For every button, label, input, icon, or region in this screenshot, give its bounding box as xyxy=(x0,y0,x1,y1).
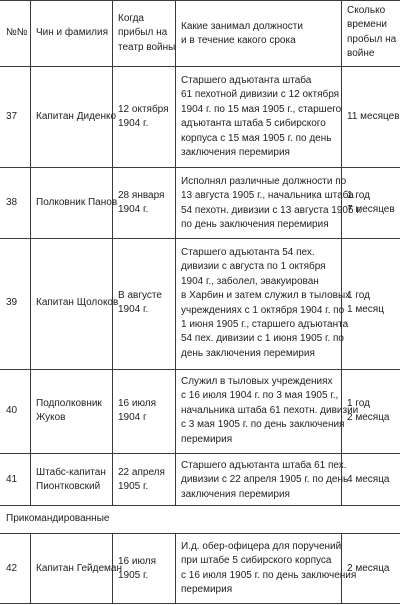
row-positions xyxy=(181,246,350,361)
row-num: 39 xyxy=(6,297,18,308)
row-num: 40 xyxy=(6,405,18,416)
name-line: Жуков xyxy=(36,412,66,424)
date-line: 16 июля xyxy=(118,398,157,409)
row-date xyxy=(118,397,156,426)
name-line: Пионтковский xyxy=(36,481,101,493)
date-line: 28 января xyxy=(118,190,165,201)
row-name xyxy=(36,296,118,310)
row-positions xyxy=(181,175,362,233)
date-line: 1905 г. xyxy=(118,481,149,493)
header-line: прибыл на xyxy=(118,27,168,39)
row-duration xyxy=(347,289,384,318)
positions-line: 54 пех. дивизии с 1 июня 1905 г. по xyxy=(181,333,344,345)
row-name xyxy=(36,562,122,576)
header-duration xyxy=(347,4,396,62)
duration-line: 1 год xyxy=(347,290,370,301)
positions-line: Старшего адъютанта штаба 61 пех. xyxy=(181,460,347,471)
row-rule xyxy=(0,238,400,239)
header-name: Чин и фамилия xyxy=(36,27,109,38)
table-bottom-rule xyxy=(0,603,400,604)
positions-line: заключения перемирия xyxy=(181,488,290,500)
positions-line: 1904 г., заболел, эвакуирован xyxy=(181,275,319,287)
duration-line: 2 месяца xyxy=(347,412,390,424)
positions-line: 61 пехотной дивизии с 12 октября xyxy=(181,89,340,101)
row-date xyxy=(118,555,156,584)
positions-line: по день заключения перемирия xyxy=(181,219,329,231)
positions-line: 54 пехотн. дивизии с 13 августа 1905 г. xyxy=(181,204,362,216)
row-rule xyxy=(0,453,400,454)
row-rule xyxy=(0,505,400,506)
positions-line: Служил в тыловых учреждениях xyxy=(181,376,333,387)
row-name xyxy=(36,466,106,495)
date-line: В августе xyxy=(118,290,162,301)
date-line: 16 июля xyxy=(118,556,157,567)
row-date xyxy=(118,189,164,218)
row-positions xyxy=(181,74,341,160)
row-num: 38 xyxy=(6,197,18,208)
column-rule xyxy=(175,0,176,505)
date-line: 1905 г. xyxy=(118,570,149,582)
duration-line: 4 месяца xyxy=(347,474,390,485)
duration-line: 1 год xyxy=(347,398,370,409)
duration-line: 2 месяца xyxy=(347,563,390,574)
positions-line: при штабе 5 сибирского корпуса xyxy=(181,555,332,567)
positions-line: начальника штаба 61 пехотн. дивизии xyxy=(181,404,359,416)
date-line: 12 октября xyxy=(118,104,169,115)
positions-line: Старшего адъютанта штаба xyxy=(181,75,312,86)
positions-line: с 3 мая 1905 г. по день заключения xyxy=(181,419,345,431)
positions-line: дивизии с 22 апреля 1905 г. по день xyxy=(181,474,349,486)
header-line: времени xyxy=(347,19,387,31)
row-name xyxy=(36,196,117,210)
name-line: Капитан Щолоков xyxy=(36,297,119,308)
row-num: 41 xyxy=(6,474,18,485)
positions-line: 13 августа 1905 г., начальника штаба xyxy=(181,190,354,202)
row-duration xyxy=(347,397,389,426)
row-name xyxy=(36,397,102,426)
header-bottom-rule xyxy=(0,66,400,67)
column-rule xyxy=(30,0,31,505)
table-top-rule xyxy=(0,0,400,1)
positions-line: день заключения перемирия xyxy=(181,347,315,359)
row-date xyxy=(118,289,162,318)
positions-line: адъютанта штаба 5 сибирского xyxy=(181,118,326,130)
row-duration xyxy=(347,110,400,124)
header-date xyxy=(118,12,175,55)
duration-line: 11 месяцев xyxy=(347,111,400,122)
header-line: Какие занимал должности xyxy=(181,21,303,32)
positions-line: дивизии с августа по 1 октября xyxy=(181,261,326,273)
positions-line: И.д. обер-офицера для поручений xyxy=(181,541,342,552)
header-positions xyxy=(181,20,303,49)
row-name xyxy=(36,110,116,124)
row-date xyxy=(118,466,165,495)
row-duration xyxy=(347,562,389,576)
header-num: №№ xyxy=(6,27,28,38)
name-line: Полковник Панов xyxy=(36,197,118,208)
name-line: Штабс-капитан xyxy=(36,467,106,478)
row-positions xyxy=(181,540,356,598)
positions-line: 1904 г. по 15 мая 1905 г., старшего xyxy=(181,103,342,115)
column-rule xyxy=(175,533,176,603)
positions-line: с 16 июля 1904 г. по 3 мая 1905 г., xyxy=(181,390,339,402)
date-line: 22 апреля xyxy=(118,467,165,478)
row-num: 37 xyxy=(6,111,18,122)
row-positions xyxy=(181,459,348,502)
positions-line: корпуса с 15 мая 1905 г. по день xyxy=(181,132,332,144)
header-line: войне xyxy=(347,48,375,60)
positions-line: Исполнял различные должности по xyxy=(181,176,347,187)
row-duration xyxy=(347,473,389,487)
header-line: театр войны xyxy=(118,41,176,53)
name-line: Капитан Диденко xyxy=(36,111,117,122)
header-line: и в течение какого срока xyxy=(181,35,296,47)
row-date xyxy=(118,103,169,132)
date-line: 1904 г. xyxy=(118,118,149,130)
header-line: пробыл на xyxy=(347,33,397,45)
positions-line: 1 июня 1905 г., старшего адъютанта xyxy=(181,319,349,331)
row-rule xyxy=(0,533,400,534)
positions-line: заключения перемирия xyxy=(181,147,290,159)
positions-line: Старшего адъютанта 54 пех. xyxy=(181,247,315,258)
header-line: Сколько xyxy=(347,5,386,16)
row-rule xyxy=(0,369,400,370)
date-line: 1904 г xyxy=(118,412,147,424)
positions-line: перемирия xyxy=(181,584,233,596)
positions-line: перемирия xyxy=(181,433,233,445)
name-line: Капитан Гейдеман xyxy=(36,563,122,574)
positions-line: в Харбин и затем служил в тыловых xyxy=(181,290,351,302)
header-line: Когда xyxy=(118,13,144,24)
section-subheading: Прикомандированные xyxy=(6,513,110,524)
row-positions xyxy=(181,375,358,447)
column-rule xyxy=(112,0,113,505)
duration-line: 1 месяц xyxy=(347,304,384,316)
date-line: 1904 г. xyxy=(118,304,149,316)
date-line: 1904 г. xyxy=(118,204,149,216)
name-line: Подполковник xyxy=(36,398,102,409)
duration-line: 7 месяцев xyxy=(347,204,395,216)
positions-line: с 16 июля 1905 г. по день заключения xyxy=(181,569,357,581)
row-rule xyxy=(0,167,400,168)
duration-line: 1 год xyxy=(347,190,370,201)
row-num: 42 xyxy=(6,563,18,574)
row-duration xyxy=(347,189,395,218)
column-rule xyxy=(30,533,31,603)
positions-line: учреждениях с 1 октября 1904 г. по xyxy=(181,304,345,316)
